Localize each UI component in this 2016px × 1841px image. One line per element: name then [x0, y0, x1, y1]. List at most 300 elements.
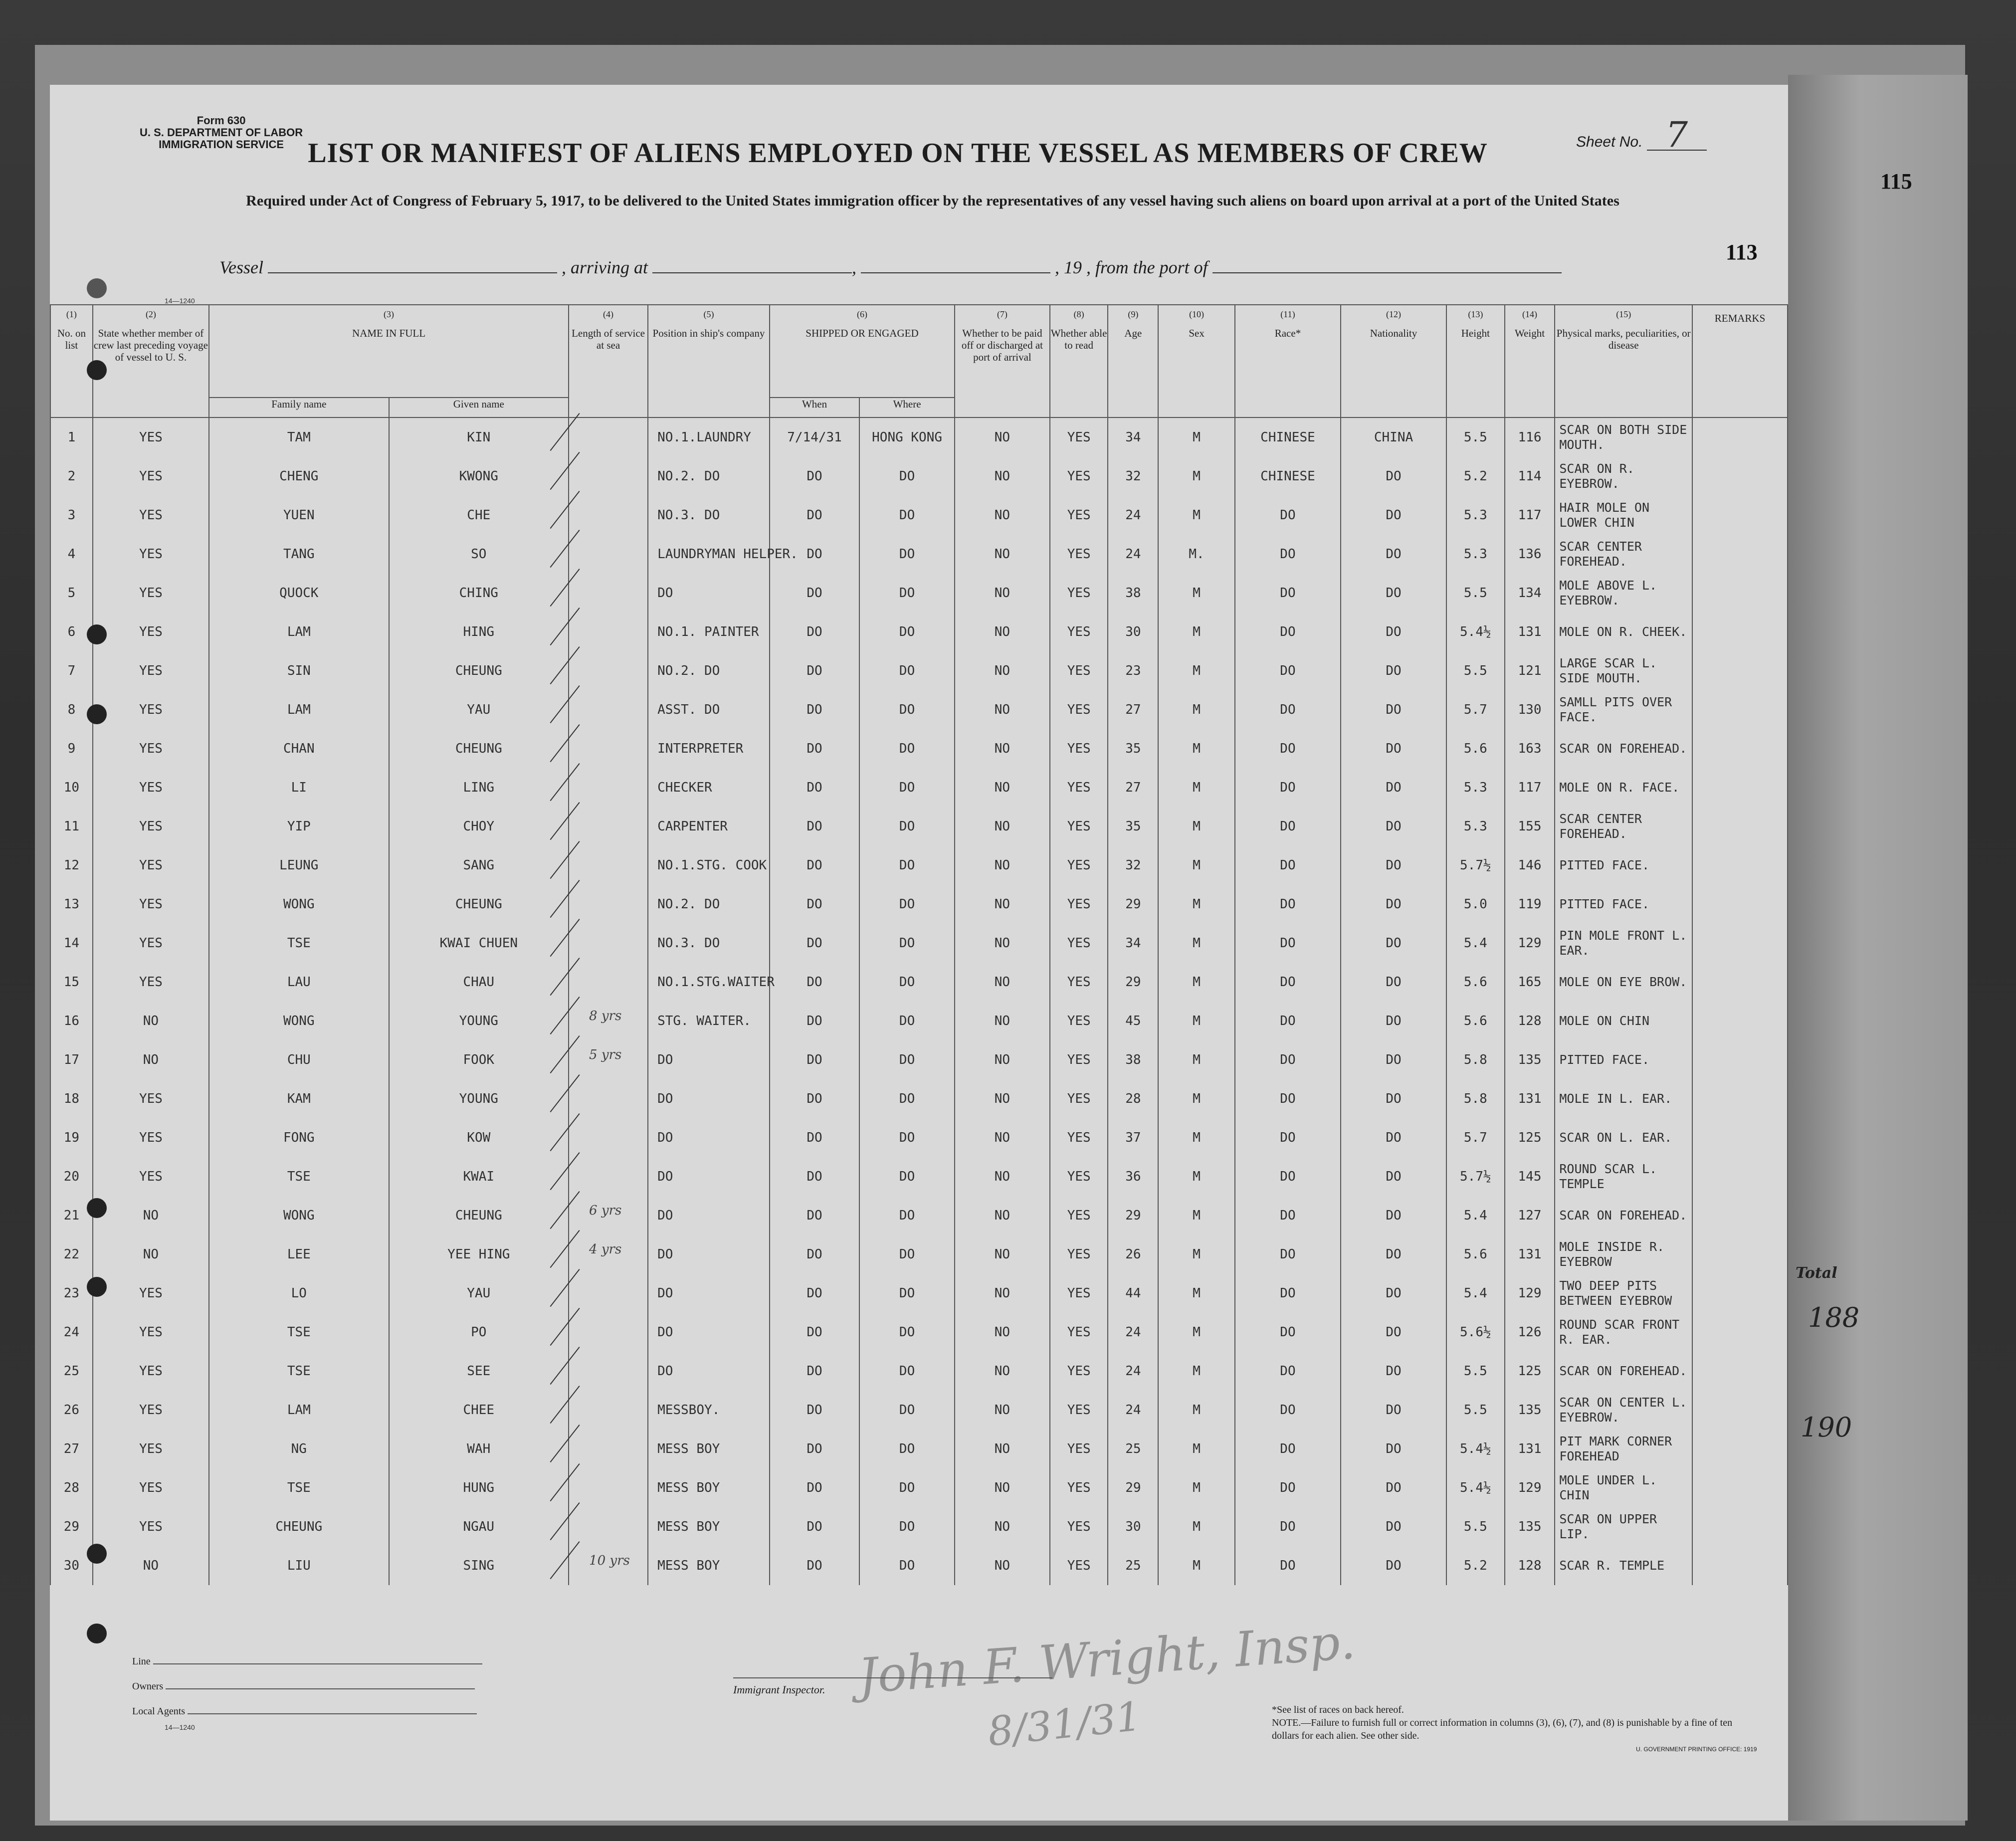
cell-when: DO — [770, 574, 859, 613]
vessel-label: Vessel — [219, 257, 263, 277]
cell-paid: NO — [955, 885, 1050, 924]
table-row — [50, 1546, 1788, 1585]
cell-race: DO — [1235, 963, 1341, 1002]
cell-nat: DO — [1341, 1468, 1446, 1507]
cell-given: HUNG — [389, 1468, 569, 1507]
cell-race: DO — [1235, 1157, 1341, 1196]
cell-pos: DO — [648, 1079, 770, 1118]
table-row — [50, 1391, 1788, 1430]
cell-nat: DO — [1341, 1079, 1446, 1118]
cell-read: YES — [1050, 1391, 1108, 1430]
cell-marks: LARGE SCAR L. SIDE MOUTH. — [1555, 651, 1692, 690]
header-read: (8) Whether able to read — [1050, 305, 1108, 417]
cell-marks: SCAR ON FOREHEAD. — [1555, 729, 1692, 768]
cell-paid: NO — [955, 613, 1050, 651]
table-row — [50, 1196, 1788, 1235]
cell-nat: DO — [1341, 924, 1446, 963]
cell-weight: 134 — [1505, 574, 1555, 613]
cell-read: YES — [1050, 1352, 1108, 1391]
cell-no: 23 — [50, 1274, 93, 1313]
cell-no: 17 — [50, 1040, 93, 1079]
printing-office: U. GOVERNMENT PRINTING OFFICE: 1919 — [1636, 1746, 1757, 1753]
cell-when: DO — [770, 1313, 859, 1352]
cell-height: 5.7½ — [1446, 1157, 1505, 1196]
cell-given: CHEUNG — [389, 1196, 569, 1235]
cell-marks: SCAR R. TEMPLE — [1555, 1546, 1692, 1585]
cell-read: YES — [1050, 1118, 1108, 1157]
table-row — [50, 1274, 1788, 1313]
vessel-field — [268, 260, 557, 273]
cell-where: DO — [859, 1157, 955, 1196]
cell-prev: YES — [93, 768, 209, 807]
cell-nat: DO — [1341, 574, 1446, 613]
cell-where: DO — [859, 1040, 955, 1079]
cell-nat: DO — [1341, 1313, 1446, 1352]
cell-when: DO — [770, 535, 859, 574]
header-position: (5) Position in ship's company — [648, 305, 770, 417]
cell-race: DO — [1235, 846, 1341, 885]
cell-paid: NO — [955, 1313, 1050, 1352]
cell-len — [569, 1507, 648, 1546]
cell-read: YES — [1050, 963, 1108, 1002]
cell-where: DO — [859, 690, 955, 729]
cell-paid: NO — [955, 1430, 1050, 1468]
cell-sex: M — [1158, 1313, 1235, 1352]
cell-paid: NO — [955, 496, 1050, 535]
cell-pos: DO — [648, 574, 770, 613]
cell-read: YES — [1050, 1546, 1108, 1585]
cell-no: 3 — [50, 496, 93, 535]
cell-age: 45 — [1108, 1002, 1158, 1040]
cell-sex: M — [1158, 651, 1235, 690]
cell-paid: NO — [955, 1196, 1050, 1235]
cell-where: DO — [859, 651, 955, 690]
cell-sex: M — [1158, 1235, 1235, 1274]
cell-marks: MOLE ON R. FACE. — [1555, 768, 1692, 807]
cell-family: QUOCK — [209, 574, 389, 613]
cell-weight: 131 — [1505, 1430, 1555, 1468]
cell-prev: YES — [93, 963, 209, 1002]
cell-where: DO — [859, 1468, 955, 1507]
cell-age: 38 — [1108, 574, 1158, 613]
binder-hole — [87, 704, 107, 724]
cell-age: 32 — [1108, 457, 1158, 496]
cell-prev: YES — [93, 417, 209, 457]
cell-family: WONG — [209, 1196, 389, 1235]
cell-race: DO — [1235, 1235, 1341, 1274]
cell-nat: DO — [1341, 535, 1446, 574]
cell-remarks — [1692, 1118, 1788, 1157]
cell-given: KWONG — [389, 457, 569, 496]
cell-when: DO — [770, 807, 859, 846]
cell-height: 5.7½ — [1446, 846, 1505, 885]
cell-height: 5.3 — [1446, 807, 1505, 846]
cell-height: 5.5 — [1446, 1352, 1505, 1391]
cell-remarks — [1692, 574, 1788, 613]
cell-family: TANG — [209, 535, 389, 574]
cell-read: YES — [1050, 651, 1108, 690]
cell-remarks — [1692, 1002, 1788, 1040]
cell-nat: DO — [1341, 651, 1446, 690]
port-field — [1212, 260, 1562, 273]
cell-prev: YES — [93, 1352, 209, 1391]
cell-sex: M — [1158, 457, 1235, 496]
cell-race: DO — [1235, 729, 1341, 768]
table-row — [50, 1235, 1788, 1274]
cell-no: 2 — [50, 457, 93, 496]
cell-given: SO — [389, 535, 569, 574]
cell-no: 8 — [50, 690, 93, 729]
cell-race: CHINESE — [1235, 417, 1341, 457]
cell-len — [569, 1352, 648, 1391]
table-row — [50, 963, 1788, 1002]
cell-family: LO — [209, 1274, 389, 1313]
table-row — [50, 846, 1788, 885]
cell-read: YES — [1050, 729, 1108, 768]
cell-race: DO — [1235, 1002, 1341, 1040]
binder-hole — [87, 360, 107, 380]
cell-when: DO — [770, 885, 859, 924]
cell-age: 35 — [1108, 807, 1158, 846]
cell-family: WONG — [209, 1002, 389, 1040]
cell-remarks — [1692, 1391, 1788, 1430]
agents-field — [188, 1713, 477, 1714]
cell-remarks — [1692, 1313, 1788, 1352]
cell-sex: M — [1158, 496, 1235, 535]
cell-race: DO — [1235, 613, 1341, 651]
cell-sex: M — [1158, 1157, 1235, 1196]
cell-family: LAM — [209, 690, 389, 729]
cell-height: 5.4 — [1446, 924, 1505, 963]
cell-prev: NO — [93, 1235, 209, 1274]
cell-remarks — [1692, 651, 1788, 690]
footer-agents-row — [132, 1706, 477, 1717]
cell-marks: PITTED FACE. — [1555, 885, 1692, 924]
cell-marks: PIT MARK CORNER FOREHEAD — [1555, 1430, 1692, 1468]
cell-sex: M — [1158, 1002, 1235, 1040]
inspector-signature: John F. Wright, Insp. — [856, 1614, 1357, 1704]
cell-given: HING — [389, 613, 569, 651]
cell-marks: SCAR ON UPPER LIP. — [1555, 1507, 1692, 1546]
cell-when: DO — [770, 613, 859, 651]
cell-height: 5.6 — [1446, 1002, 1505, 1040]
cell-race: DO — [1235, 1196, 1341, 1235]
cell-prev: YES — [93, 1313, 209, 1352]
cell-len — [569, 417, 648, 457]
cell-paid: NO — [955, 535, 1050, 574]
cell-len — [569, 924, 648, 963]
cell-len — [569, 1157, 648, 1196]
cell-where: DO — [859, 807, 955, 846]
cell-weight: 163 — [1505, 729, 1555, 768]
cell-read: YES — [1050, 1507, 1108, 1546]
cell-len — [569, 1040, 648, 1079]
cell-where: DO — [859, 1313, 955, 1352]
cell-no: 30 — [50, 1546, 93, 1585]
cell-where: DO — [859, 457, 955, 496]
cell-weight: 114 — [1505, 457, 1555, 496]
cell-age: 30 — [1108, 1507, 1158, 1546]
cell-remarks — [1692, 1430, 1788, 1468]
cell-pos: NO.1.STG.WAITER — [648, 963, 770, 1002]
cell-paid: NO — [955, 924, 1050, 963]
cell-given: CHEUNG — [389, 729, 569, 768]
cell-weight: 135 — [1505, 1507, 1555, 1546]
cell-when: DO — [770, 1002, 859, 1040]
cell-nat: DO — [1341, 885, 1446, 924]
cell-pos: DO — [648, 1040, 770, 1079]
cell-sex: M — [1158, 417, 1235, 457]
cell-where: DO — [859, 535, 955, 574]
cell-remarks — [1692, 613, 1788, 651]
cell-nat: DO — [1341, 1274, 1446, 1313]
table-row — [50, 768, 1788, 807]
cell-marks: MOLE INSIDE R. EYEBROW — [1555, 1235, 1692, 1274]
cell-remarks — [1692, 807, 1788, 846]
cell-age: 37 — [1108, 1118, 1158, 1157]
cell-read: YES — [1050, 846, 1108, 885]
cell-pos: DO — [648, 1196, 770, 1235]
cell-read: YES — [1050, 417, 1108, 457]
cell-race: DO — [1235, 535, 1341, 574]
cell-pos: NO.1.LAUNDRY — [648, 417, 770, 457]
header-remarks: REMARKS — [1692, 305, 1788, 417]
cell-sex: M — [1158, 807, 1235, 846]
cell-nat: DO — [1341, 963, 1446, 1002]
cell-age: 28 — [1108, 1079, 1158, 1118]
cell-age: 38 — [1108, 1040, 1158, 1079]
cell-len — [569, 1430, 648, 1468]
cell-no: 28 — [50, 1468, 93, 1507]
cell-given: FOOK — [389, 1040, 569, 1079]
cell-given: CHEUNG — [389, 651, 569, 690]
cell-nat: DO — [1341, 1157, 1446, 1196]
cell-prev: NO — [93, 1196, 209, 1235]
cell-height: 5.5 — [1446, 417, 1505, 457]
cell-remarks — [1692, 846, 1788, 885]
cell-nat: DO — [1341, 807, 1446, 846]
cell-paid: NO — [955, 1040, 1050, 1079]
cell-age: 34 — [1108, 924, 1158, 963]
cell-height: 5.3 — [1446, 768, 1505, 807]
cell-where: DO — [859, 1118, 955, 1157]
cell-when: DO — [770, 768, 859, 807]
cell-given: WAH — [389, 1430, 569, 1468]
cell-height: 5.7 — [1446, 1118, 1505, 1157]
vessel-line: Vessel , arriving at , , 19 , from the port of — [219, 257, 1562, 278]
cell-height: 5.3 — [1446, 535, 1505, 574]
margin-total-label: Total — [1796, 1264, 1837, 1282]
cell-height: 5.4½ — [1446, 1430, 1505, 1468]
cell-len — [569, 574, 648, 613]
binder-hole — [87, 278, 107, 298]
cell-nat: DO — [1341, 1040, 1446, 1079]
cell-paid: NO — [955, 651, 1050, 690]
cell-sex: M — [1158, 1079, 1235, 1118]
cell-given: CHAU — [389, 963, 569, 1002]
cell-weight: 119 — [1505, 885, 1555, 924]
cell-prev: NO — [93, 1002, 209, 1040]
cell-sex: M — [1158, 1430, 1235, 1468]
cell-weight: 129 — [1505, 1468, 1555, 1507]
cell-age: 24 — [1108, 535, 1158, 574]
cell-where: DO — [859, 729, 955, 768]
cell-race: DO — [1235, 885, 1341, 924]
header-nationality: (12) Nationality — [1341, 305, 1446, 417]
header-previous-voyage: (2) State whether member of crew last preceding voyage of vessel to U. S. — [93, 305, 209, 417]
cell-marks: MOLE ON R. CHEEK. — [1555, 613, 1692, 651]
header-where: Where — [859, 398, 955, 417]
cell-family: CHAN — [209, 729, 389, 768]
cell-family: CHENG — [209, 457, 389, 496]
cell-height: 5.4½ — [1446, 1468, 1505, 1507]
cell-family: WONG — [209, 885, 389, 924]
cell-age: 36 — [1108, 1157, 1158, 1196]
cell-when: DO — [770, 651, 859, 690]
cell-sex: M — [1158, 1196, 1235, 1235]
cell-age: 24 — [1108, 496, 1158, 535]
cell-race: DO — [1235, 768, 1341, 807]
cell-family: KAM — [209, 1079, 389, 1118]
sheet-number-value: 7 — [1647, 120, 1707, 151]
cell-marks: SCAR ON CENTER L. EYEBROW. — [1555, 1391, 1692, 1430]
length-service-value: 8 yrs — [589, 1009, 622, 1023]
cell-nat: CHINA — [1341, 417, 1446, 457]
table-row — [50, 1002, 1788, 1040]
cell-marks: PIN MOLE FRONT L. EAR. — [1555, 924, 1692, 963]
cell-no: 12 — [50, 846, 93, 885]
right-page-edge — [1788, 75, 1968, 1821]
cell-weight: 165 — [1505, 963, 1555, 1002]
cell-given: CHEE — [389, 1391, 569, 1430]
cell-pos: CARPENTER — [648, 807, 770, 846]
cell-paid: NO — [955, 1391, 1050, 1430]
penalty-note: NOTE.—Failure to furnish full or correct information in columns (3), (6), (7), and (8) is punishable by a fine of ten dollars for each alien. See other side. — [1272, 1717, 1733, 1741]
cell-paid: NO — [955, 574, 1050, 613]
cell-age: 23 — [1108, 651, 1158, 690]
cell-height: 5.5 — [1446, 1507, 1505, 1546]
cell-pos: MESSBOY. — [648, 1391, 770, 1430]
header-given-name: Given name — [389, 398, 569, 417]
cell-no: 1 — [50, 417, 93, 457]
cell-height: 5.5 — [1446, 574, 1505, 613]
cell-nat: DO — [1341, 1546, 1446, 1585]
cell-age: 29 — [1108, 1196, 1158, 1235]
cell-when: DO — [770, 496, 859, 535]
cell-no: 14 — [50, 924, 93, 963]
cell-nat: DO — [1341, 1352, 1446, 1391]
date-field — [861, 260, 1050, 273]
cell-family: TSE — [209, 1157, 389, 1196]
arriving-label: , arriving at — [561, 257, 648, 277]
binder-hole — [87, 1544, 107, 1564]
cell-len — [569, 1196, 648, 1235]
cell-weight: 127 — [1505, 1196, 1555, 1235]
cell-family: TSE — [209, 1352, 389, 1391]
cell-no: 21 — [50, 1196, 93, 1235]
cell-height: 5.6 — [1446, 963, 1505, 1002]
crew-rows — [50, 417, 1788, 1585]
cell-pos: NO.2. DO — [648, 885, 770, 924]
cell-paid: NO — [955, 690, 1050, 729]
cell-read: YES — [1050, 1196, 1108, 1235]
cell-len — [569, 846, 648, 885]
cell-len — [569, 1546, 648, 1585]
cell-prev: YES — [93, 807, 209, 846]
cell-no: 25 — [50, 1352, 93, 1391]
cell-family: LAM — [209, 1391, 389, 1430]
cell-age: 29 — [1108, 1468, 1158, 1507]
stamp-page-number-right: 115 — [1880, 169, 1912, 194]
cell-family: FONG — [209, 1118, 389, 1157]
cell-remarks — [1692, 963, 1788, 1002]
cell-where: DO — [859, 1546, 955, 1585]
cell-len — [569, 690, 648, 729]
cell-prev: YES — [93, 1157, 209, 1196]
cell-no: 15 — [50, 963, 93, 1002]
cell-marks: SAMLL PITS OVER FACE. — [1555, 690, 1692, 729]
cell-remarks — [1692, 417, 1788, 457]
cell-paid: NO — [955, 1352, 1050, 1391]
cell-pos: DO — [648, 1235, 770, 1274]
cell-pos: DO — [648, 1352, 770, 1391]
cell-pos: INTERPRETER — [648, 729, 770, 768]
cell-where: DO — [859, 768, 955, 807]
cell-pos: CHECKER — [648, 768, 770, 807]
cell-weight: 136 — [1505, 535, 1555, 574]
cell-sex: M — [1158, 768, 1235, 807]
cell-where: DO — [859, 1079, 955, 1118]
cell-prev: NO — [93, 1546, 209, 1585]
cell-given: KWAI CHUEN — [389, 924, 569, 963]
cell-race: DO — [1235, 1313, 1341, 1352]
inspector-line — [733, 1677, 1052, 1678]
cell-sex: M — [1158, 924, 1235, 963]
cell-pos: NO.2. DO — [648, 651, 770, 690]
cell-weight: 121 — [1505, 651, 1555, 690]
cell-read: YES — [1050, 457, 1108, 496]
table-row — [50, 729, 1788, 768]
cell-family: LEE — [209, 1235, 389, 1274]
table-row — [50, 613, 1788, 651]
cell-weight: 131 — [1505, 613, 1555, 651]
cell-nat: DO — [1341, 1430, 1446, 1468]
cell-where: DO — [859, 963, 955, 1002]
cell-where: DO — [859, 1507, 955, 1546]
cell-pos: DO — [648, 1274, 770, 1313]
cell-no: 24 — [50, 1313, 93, 1352]
cell-where: DO — [859, 1274, 955, 1313]
cell-where: DO — [859, 1391, 955, 1430]
cell-nat: DO — [1341, 1002, 1446, 1040]
cell-sex: M — [1158, 1118, 1235, 1157]
cell-remarks — [1692, 1157, 1788, 1196]
cell-nat: DO — [1341, 1391, 1446, 1430]
cell-when: DO — [770, 1079, 859, 1118]
inspector-label: Immigrant Inspector. — [733, 1683, 825, 1696]
cell-marks: SCAR ON FOREHEAD. — [1555, 1352, 1692, 1391]
cell-remarks — [1692, 1079, 1788, 1118]
cell-height: 5.3 — [1446, 496, 1505, 535]
length-service-value: 6 yrs — [589, 1203, 622, 1218]
port-label: , from the port of — [1086, 257, 1208, 277]
cell-pos: NO.3. DO — [648, 924, 770, 963]
header-shipped: (6) SHIPPED OR ENGAGED — [770, 305, 955, 398]
cell-race: DO — [1235, 807, 1341, 846]
cell-remarks — [1692, 885, 1788, 924]
cell-no: 19 — [50, 1118, 93, 1157]
cell-remarks — [1692, 1274, 1788, 1313]
